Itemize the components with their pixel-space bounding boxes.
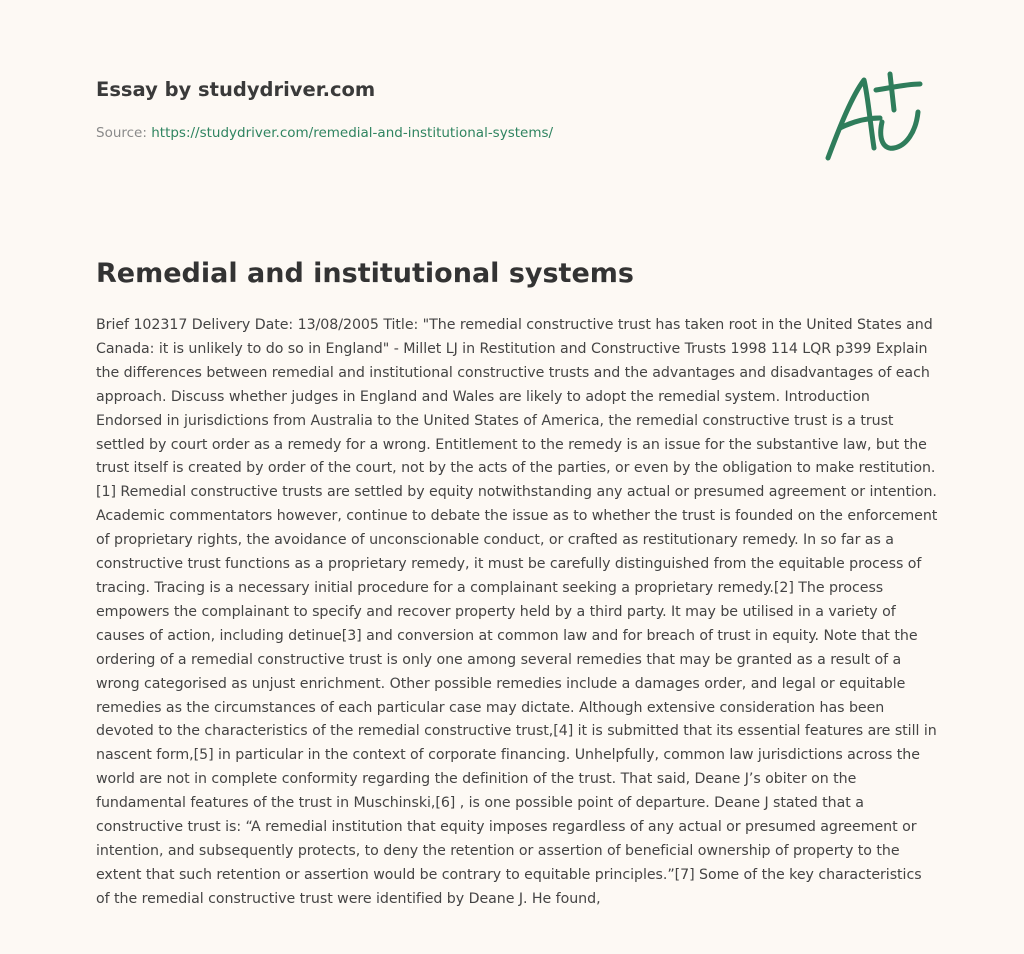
essay-body: Brief 102317 Delivery Date: 13/08/2005 Title: "The remedial constructive trust has taken root in the United States and Canada: it is unlikely to do so in England" - Millet LJ in Restitution and Constructive Trusts 1998 114 LQR p399 Explain the differences between remedial and institutional constructive trusts and the advantages and disadvantages of each approach. Discuss whether judges in England and Wales are likely to adopt the remedial system. Introduction Endorsed in jurisdictions from Australia to the United States of America, the remedial constructive trust is a trust settled by court order as a remedy for a wrong. Entitlement to the remedy is an issue for the substantive law, but the trust itself is created by order of the court, not by the acts of the parties, or even by the obligation to make restitution.[1] Remedial constructive trusts are settled by equity notwithstanding any actual or presumed agreement or intention. Academic commentators however, continue to debate the issue as to whether the trust is founded on the enforcement of proprietary rights, the avoidance of unconscionable conduct, or crafted as restitutionary remedy. In so far as a constructive trust functions as a proprietary remedy, it must be carefully distinguished from the equitable process of tracing. Tracing is a necessary initial procedure for a complainant seeking a proprietary remedy.[2] The process empowers the complainant to specify and recover property held by a third party. It may be utilised in a variety of causes of action, including detinue[3] and conversion at common law and for breach of trust in equity. Note that the ordering of a remedial constructive trust is only one among several remedies that may be granted as a result of a wrong categorised as unjust enrichment. Other possible remedies include a damages order, and legal or equitable remedies as the circumstances of each particular case may dictate. Although extensive consideration has been devoted to the characteristics of the remedial constructive trust,[4] it is submitted that its essential features are still in nascent form,[5] in particular in the context of corporate financing. Unhelpfully, common law jurisdictions across the world are not in complete conformity regarding the definition of the trust. That said, Deane J’s obiter on the fundamental features of the trust in Muschinski,[6] , is one possible point of departure. Deane J stated that a constructive trust is: “A remedial institution that equity imposes regardless of any actual or presumed agreement or intention, and subsequently protects, to deny the retention or assertion of beneficial ownership of property to the extent that such retention or assertion would be contrary to equitable principles.”[7] Some of the key characteristics of the remedial constructive trust were identified by Deane J. He found, (96, 317, 938, 907)
source-link[interactable]: https://studydriver.com/remedial-and-institutional-systems/ (151, 125, 554, 141)
essay-title: Remedial and institutional systems (96, 258, 634, 289)
a-plus-logo-graphic (818, 66, 928, 166)
a-plus-logo-icon (818, 66, 928, 166)
site-brand: Essay by studydriver.com (96, 78, 376, 101)
source-line (96, 124, 716, 142)
page-header (96, 76, 716, 142)
source-label: Source: (96, 125, 152, 141)
